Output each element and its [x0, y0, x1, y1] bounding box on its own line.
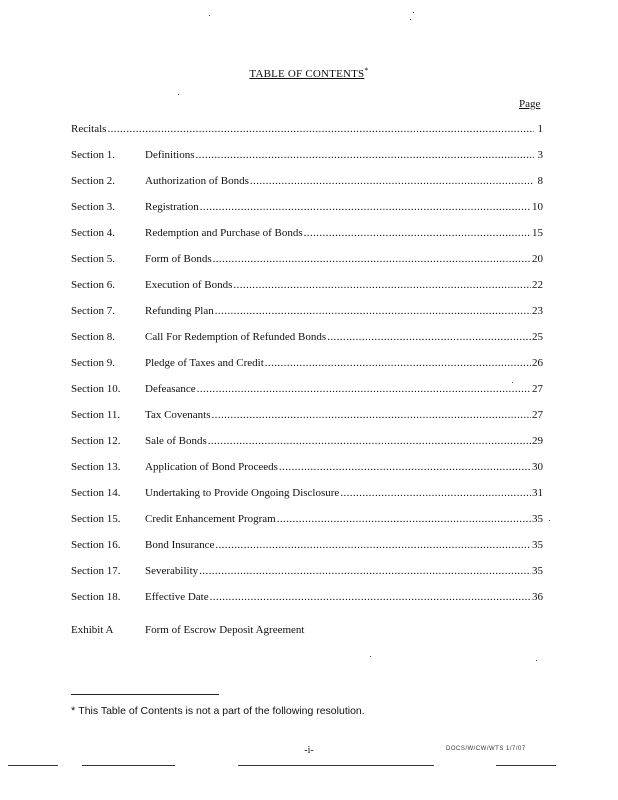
toc-title	[0, 68, 618, 80]
toc-entry-title: Undertaking to Provide Ongoing Disclosure	[145, 487, 340, 499]
toc-dot-leader	[197, 383, 531, 395]
toc-entry-page: 27	[532, 409, 543, 421]
toc-entry	[71, 201, 543, 227]
toc-entry-title: Tax Covenants	[145, 409, 211, 421]
toc-entry	[71, 175, 543, 201]
toc-entry-page: 1	[537, 123, 543, 135]
toc-dot-leader	[210, 591, 531, 603]
toc-entry-title: Bond Insurance	[145, 539, 215, 551]
toc-entry-page: 35	[532, 565, 543, 577]
toc-list	[71, 123, 543, 617]
scan-speck	[209, 15, 210, 16]
exhibit-entry	[71, 624, 304, 636]
toc-entry-number: Section 7.	[71, 305, 115, 317]
toc-entry-page: 10	[532, 201, 543, 213]
toc-entry-title: Pledge of Taxes and Credit	[145, 357, 264, 369]
scan-speck	[370, 656, 371, 657]
toc-entry-page: 35	[532, 513, 543, 525]
toc-entry-title: Authorization of Bonds	[145, 175, 249, 187]
toc-entry-number: Section 14.	[71, 487, 121, 499]
exhibit-title: Form of Escrow Deposit Agreement	[145, 624, 305, 636]
toc-entry	[71, 279, 543, 305]
toc-dot-leader	[199, 565, 531, 577]
toc-dot-leader	[107, 123, 534, 135]
toc-entry-page: 25	[532, 331, 543, 343]
toc-entry-title: Definitions	[145, 149, 195, 161]
toc-dot-leader	[196, 149, 535, 161]
toc-dot-leader	[327, 331, 531, 343]
toc-entry-number: Section 11.	[71, 409, 121, 421]
toc-entry	[71, 123, 543, 149]
toc-entry-number: Section 12.	[71, 435, 121, 447]
toc-entry-title: Defeasance	[145, 383, 196, 395]
toc-dot-leader	[215, 305, 531, 317]
toc-entry-number: Section 4.	[71, 227, 115, 239]
toc-entry-number: Section 15.	[71, 513, 121, 525]
toc-entry	[71, 331, 543, 357]
footnote-divider	[71, 694, 219, 695]
toc-entry-page: 30	[532, 461, 543, 473]
toc-dot-leader	[200, 201, 531, 213]
toc-entry	[71, 487, 543, 513]
toc-entry-page: 31	[532, 487, 543, 499]
scan-speck	[549, 520, 550, 521]
toc-entry-page: 29	[532, 435, 543, 447]
toc-title-text: TABLE OF CONTENTS	[249, 68, 365, 80]
toc-entry	[71, 357, 543, 383]
page-number: -i-	[304, 745, 314, 756]
toc-entry	[71, 227, 543, 253]
toc-entry-title: Refunding Plan	[145, 305, 214, 317]
toc-dot-leader	[304, 227, 531, 239]
scan-line-3	[95, 765, 175, 766]
scan-line-4	[238, 765, 434, 766]
toc-entry-number: Section 9.	[71, 357, 115, 369]
title-footnote-mark: *	[364, 66, 369, 75]
toc-entry	[71, 253, 543, 279]
toc-entry-title: Severability	[145, 565, 199, 577]
toc-dot-leader	[279, 461, 531, 473]
toc-entry-page: 8	[537, 175, 543, 187]
toc-dot-leader	[265, 357, 531, 369]
page-column-heading: Page	[519, 98, 541, 110]
scan-speck	[410, 19, 411, 20]
toc-entry-number: Section 2.	[71, 175, 115, 187]
document-id: DOCS/W/CW/WTS 1/7/07	[446, 746, 526, 752]
toc-dot-leader	[233, 279, 531, 291]
toc-entry-page: 3	[537, 149, 543, 161]
scan-speck	[178, 94, 179, 95]
toc-entry-page: 23	[532, 305, 543, 317]
toc-entry-number: Section 18.	[71, 591, 121, 603]
scan-line-1	[8, 765, 58, 766]
toc-entry	[71, 305, 543, 331]
toc-entry	[71, 409, 543, 435]
toc-entry-number: Recitals	[71, 123, 107, 135]
toc-dot-leader	[250, 175, 534, 187]
toc-entry-number: Section 13.	[71, 461, 121, 473]
toc-dot-leader	[213, 253, 531, 265]
footnote	[71, 705, 365, 717]
scan-speck	[413, 12, 414, 13]
scan-line-5	[496, 765, 556, 766]
toc-entry	[71, 565, 543, 591]
toc-entry-title: Effective Date	[145, 591, 209, 603]
toc-entry-title: Form of Bonds	[145, 253, 212, 265]
toc-entry	[71, 435, 543, 461]
toc-entry-title: Application of Bond Proceeds	[145, 461, 278, 473]
toc-entry-page: 26	[532, 357, 543, 369]
toc-entry-page: 20	[532, 253, 543, 265]
exhibit-number: Exhibit A	[71, 624, 114, 636]
scan-speck	[512, 382, 513, 383]
toc-entry-number: Section 16.	[71, 539, 121, 551]
toc-entry-page: 22	[532, 279, 543, 291]
toc-entry	[71, 383, 543, 409]
toc-entry-number: Section 1.	[71, 149, 115, 161]
toc-entry-title: Registration	[145, 201, 199, 213]
toc-entry-title: Execution of Bonds	[145, 279, 233, 291]
toc-dot-leader	[340, 487, 531, 499]
toc-entry-title: Credit Enhancement Program	[145, 513, 276, 525]
toc-dot-leader	[208, 435, 531, 447]
toc-entry-number: Section 10.	[71, 383, 121, 395]
toc-entry-page: 35	[532, 539, 543, 551]
footnote-text: This Table of Contents is not a part of the following resolution.	[78, 705, 365, 717]
toc-entry	[71, 591, 543, 617]
footnote-mark: *	[71, 705, 76, 717]
toc-entry-page: 15	[532, 227, 543, 239]
toc-dot-leader	[215, 539, 531, 551]
toc-entry	[71, 461, 543, 487]
toc-entry-number: Section 6.	[71, 279, 115, 291]
toc-entry-number: Section 8.	[71, 331, 115, 343]
toc-entry	[71, 513, 543, 539]
toc-entry-number: Section 5.	[71, 253, 115, 265]
toc-dot-leader	[277, 513, 531, 525]
toc-entry	[71, 149, 543, 175]
toc-entry-title: Sale of Bonds	[145, 435, 207, 447]
toc-entry	[71, 539, 543, 565]
toc-entry-title: Call For Redemption of Refunded Bonds	[145, 331, 327, 343]
toc-entry-number: Section 3.	[71, 201, 115, 213]
toc-entry-title: Redemption and Purchase of Bonds	[145, 227, 303, 239]
toc-entry-number: Section 17.	[71, 565, 121, 577]
toc-dot-leader	[212, 409, 531, 421]
scan-speck	[536, 660, 537, 661]
toc-entry-page: 27	[532, 383, 543, 395]
toc-entry-page: 36	[532, 591, 543, 603]
